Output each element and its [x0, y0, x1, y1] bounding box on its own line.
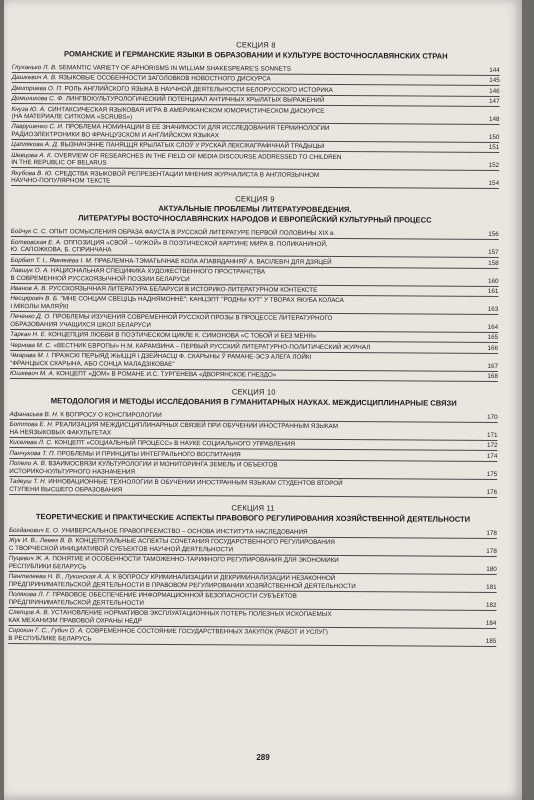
entry-title: "ФРАНЦЫСК СКАРЫНА, АБО СОНЦА МАЛАДЗІКОВАЕ" [9, 359, 175, 368]
section-number: СЕКЦИЯ 9 [235, 194, 275, 204]
entry-page-number: 161 [487, 287, 499, 296]
entry-page-number: 160 [487, 277, 499, 285]
entry-title: С ТВОРЧЕСКОЙ ИНИЦИАТИВОЙ СУБЪЕКТОВ НАУЧНОЙ ДЕЯТЕЛЬНОСТИ [8, 544, 234, 554]
toc-section [11, 39, 500, 189]
entry-line [10, 370, 478, 380]
entry-author: Сорокин Г. С., Губич О. А. [8, 626, 85, 635]
entry-page-number: 151 [488, 144, 500, 152]
entry-title: КАК МЕХАНИЗМ ПРАВОВОЙ ОХРАНЫ НЕДР [8, 616, 142, 625]
entry-author: Попело А. В. [9, 460, 47, 468]
toc-entry [9, 555, 497, 575]
section-title [12, 49, 500, 62]
entry-text [10, 411, 478, 421]
entry-author: Афанасьев В. Н. [9, 411, 59, 419]
entry-author: Бойчук С. С. [10, 228, 48, 236]
entry-line [10, 429, 478, 439]
entry-page-number: 180 [486, 565, 497, 573]
entry-text [11, 257, 479, 267]
toc-entry [9, 478, 497, 498]
entry-page-number: 170 [487, 413, 498, 422]
entry-line [10, 321, 478, 331]
entry-title: СОВРЕМЕННОЕ СОСТОЯНИЕ ГОСУДАРСТВЕННЫХ ЗАКУПОК (РАБОТ И УСЛУГ) [85, 627, 328, 636]
entry-author: Юшкевич М. А. [9, 370, 55, 378]
entry-author: Дмитриева О. П. [11, 84, 63, 93]
entry-line [11, 257, 479, 267]
entry-line [11, 159, 479, 169]
entry-line [9, 439, 477, 449]
entry-text [9, 573, 477, 591]
section-title-line: ТЕОРЕТИЧЕСКИЕ И ПРАКТИЧЕСКИЕ АСПЕКТЫ ПРАВОВОГО РЕГУЛИРОВАНИЯ ХОЗЯЙСТВЕННОЙ ДЕЯТЕЛЬНОСТИ [35, 511, 471, 524]
section-title [11, 203, 499, 226]
entry-text [10, 421, 478, 439]
entry-title: В СОВРЕМЕННОЙ РУССКОЯЗЫЧНОЙ ПОЭЗИИ БЕЛАРУСИ [10, 274, 190, 283]
entry-title: ПРАЖСКІ ПЕРЫЯД ЖЫЦЦЯ І ДЗЕЙНАСЦІ Ф. СКАРЫНЫ Ў РАМАНЕ-ЭСЭ АЛЕГА ЛОЙКІ [51, 352, 312, 361]
entry-text [11, 105, 479, 123]
entry-text [8, 591, 476, 609]
entry-page-number: 164 [487, 323, 499, 331]
entry-title: КОНЦЕПЦИЯ ЛЮБВИ В ПОЭТИЧЕСКОМ ЦИКЛЕ К. СИМОНОВА «С ТОБОЙ И БЕЗ МЕНЯ» [48, 331, 317, 341]
entry-text [10, 370, 478, 380]
entry-author: Иванов А. В. [10, 285, 48, 293]
entry-line [10, 285, 478, 295]
entry-page-number: 166 [487, 344, 499, 352]
entry-title: ПРОБЛЕМЫ ИЗУЧЕНИЯ СОВРЕМЕННОЙ РУССКОЙ ПРОЗЫ В ПРОЦЕССЕ ЛИТЕРАТУРНОГО [52, 313, 333, 323]
entry-author: Таркан Н. Е. [10, 331, 47, 339]
entry-page-number: 154 [488, 180, 500, 188]
entry-text [9, 537, 477, 555]
entry-title: УСТАНОВЛЕНИЕ НОРМАТИВОВ ЭКСПЛУАТАЦИОННЫХ ПОТЕРЬ ПОЛЕЗНЫХ ИСКОПАЕМЫХ [51, 609, 332, 618]
entry-page-number: 182 [485, 601, 497, 609]
entry-line [10, 360, 478, 370]
entry-text [12, 85, 480, 95]
entry-text [9, 439, 477, 449]
entry-title: РАДИОЭЛЕКТРОНИКИ ВО ФРАНЦУЗСКОМ И АНГЛИЙСКОМ ЯЗЫКАХ [11, 131, 219, 140]
entry-title: РУССКОЯЗЫЧНАЯ ЛИТЕРАТУРА БЕЛАРУСИ В ИСТОРИКО-ЛИТЕРАТУРНОМ КОНТЕКСТЕ [48, 285, 318, 294]
entry-title: IN THE REPUBLIC OF BELARUS [11, 159, 107, 167]
entry-title: І МІКОЛЫ МАЛЯЎКІ [10, 303, 69, 311]
entry-text [12, 95, 480, 105]
entry-text [11, 123, 479, 141]
entry-author: Богданович Е. О. [8, 526, 60, 535]
entry-line [11, 177, 479, 187]
entry-text [11, 152, 479, 170]
entry-line [9, 450, 477, 460]
entry-text [10, 331, 478, 341]
entry-page-number: 165 [487, 334, 499, 342]
entry-line [10, 342, 478, 352]
entry-text [9, 450, 477, 460]
entry-page-number: 178 [486, 547, 497, 555]
entry-title: К ВОПРОСУ КРИМИНАЛИЗАЦИИ И ДЕКРИМИНАЛИЗАЦИИ НЕЗАКОННОЙ [112, 573, 336, 583]
toc-entry [10, 421, 498, 441]
entry-title: НАУЧНО-ПОПУЛЯРНОМ ТЕКСТЕ [11, 177, 111, 185]
entry-title: ПРАБЛЕМНА-ТЭМАТЫЧНАЕ КОЛА АПАВЯДАННЯЎ А. ВАСІЛЕВІЧ ДЛЯ ДЗЯЦЕЙ [94, 257, 332, 266]
entry-line [9, 545, 477, 555]
entry-text [11, 170, 479, 188]
entry-title: СТУПЕНИ ВЫСШЕГО ОБРАЗОВАНИЯ [9, 485, 123, 494]
entry-text [9, 460, 477, 478]
entry-author: Пантелеева Н. В., Лукинская А. А. [8, 573, 112, 581]
entry-line [11, 131, 479, 141]
entry-text [9, 478, 477, 496]
entry-author: Тадеуш Т. Н. [9, 478, 47, 486]
entry-line [8, 599, 476, 609]
entry-text [10, 267, 478, 285]
entry-page-number: 148 [488, 116, 500, 124]
entry-author: Несцяровіч В. Б. [10, 295, 59, 303]
toc-entry [10, 295, 498, 315]
entry-page-number: 184 [485, 619, 497, 627]
entry-text [8, 627, 476, 645]
entry-line [10, 331, 478, 341]
entry-author: Шевцова А. К. [11, 151, 53, 160]
entry-line [10, 303, 478, 313]
entry-title: В РЕСПУБЛИКЕ БЕЛАРУСЬ [8, 634, 92, 643]
entry-page-number: 185 [485, 637, 497, 645]
entry-page-number: 146 [489, 87, 500, 95]
entry-author: Ботвовская Е. А. [10, 238, 62, 247]
entry-author: Борбат Т. І., Ямнянёва І. М. [10, 256, 93, 265]
entry-title: ПОНЯТИЕ И ОСОБЕННОСТИ ТАМОЖЕННО-ТАРИФНОГО РЕГУЛИРОВАНИЯ ДЛЯ ЭКОНОМИКИ [52, 555, 339, 565]
entry-title: ИННОВАЦИОННЫЕ ТЕХНОЛОГИИ В ОБУЧЕНИИ ИНОСТРАННЫМ ЯЗЫКАМ СТУДЕНТОВ ВТОРОЙ [48, 478, 343, 488]
toc-entry [11, 239, 499, 259]
entry-author: Пуцевич Ж. А. [8, 555, 51, 563]
entry-title: СИНТАКСИЧЕСКАЯ ЯЗЫКОВАЯ ИГРА В АМЕРИКАНСКОМ ЮМОРИСТИЧЕСКОМ ДИСКУРСЕ [47, 105, 325, 115]
toc-entry [11, 123, 499, 143]
entry-title: (НА МАТЕРИАЛЕ СИТКОМА «SCRUBS») [11, 113, 133, 121]
section-title-line: ЛИТЕРАТУРЫ ВОСТОЧНОСЛАВЯНСКИХ НАРОДОВ И ЕВРОПЕЙСКИЙ КУЛЬТУРНЫЙ ПРОЦЕСС [78, 213, 432, 225]
section-title-line: АКТУАЛЬНЫЕ ПРОБЛЕМЫ ЛИТЕРАТУРОВЕДЕНИЯ. [158, 204, 352, 215]
entry-page-number: 172 [486, 442, 498, 450]
section-title [9, 512, 497, 525]
entry-title: НА НЕЯЗЫКОВЫХ ФАКУЛЬТЕТАХ [9, 429, 112, 437]
entry-title: SEMANTIC VARIETY OF APHORISMS IN WILLIAM SHAKESPEARE'S SONNETS [58, 64, 291, 73]
toc-entry [10, 313, 498, 333]
entry-line [8, 617, 476, 627]
entry-title: ПРОБЛЕМЫ И ПРИНЦИПЫ ИНТЕГРАЛЬНОГО ВОСПИТАНИЯ [57, 450, 241, 459]
entry-author: Чмарава М. І. [10, 352, 50, 360]
entry-text [11, 228, 479, 238]
entry-line [12, 95, 480, 105]
entry-author: Якубова В. Ю. [11, 169, 54, 178]
entry-text [10, 295, 478, 313]
entry-text [12, 64, 480, 74]
toc-section [10, 193, 499, 382]
toc-entry [8, 627, 496, 647]
entry-line [11, 141, 479, 151]
entry-text [10, 352, 478, 370]
toc-entry [8, 609, 496, 629]
entry-line [9, 563, 477, 573]
entry-text [10, 285, 478, 295]
entry-title: ВЫЗНАЧЭННЕ ПАНЯЦЦЯ КРЫЛАТЫХ СЛОЎ У РУСКАЙ ЛЕКСІКАГРАФІЧНАЙ ТРАДЫЦЫІ [60, 141, 325, 151]
entry-title: ИСТОРИКО-КУЛЬТУРНОГО НАЗНАЧЕНИЯ [9, 467, 136, 476]
entry-text [8, 609, 476, 627]
entry-author: Полякова Л. Г. [8, 590, 51, 599]
entry-line [10, 275, 478, 285]
document-page [4, 0, 522, 800]
entry-text [10, 313, 478, 331]
entry-title: СРЕДСТВА ЯЗЫКОВОЙ РЕПРЕЗЕНТАЦИИ МНЕНИЯ ЖУРНАЛИСТА В АНГЛОЯЗЫЧНОМ [54, 170, 320, 179]
entry-title: «ВЕСТНИК ЕВРОПЫ» Н.М. КАРАМЗИНА – ПЕРВЫЙ РУССКИЙ ЛИТЕРАТУРНО-ПОЛИТИЧЕСКИЙ ЖУРНАЛ [53, 341, 371, 351]
toc-entry [10, 352, 498, 372]
entry-page-number: 175 [486, 470, 498, 478]
entry-title: КОНЦЕПТ «ДОМ» В РОМАНЕ И.С. ТУРГЕНЕВА «ДВОРЯНСКОЕ ГНЕЗДО» [56, 370, 277, 379]
entry-author: Панчукова Т. П. [9, 449, 56, 458]
entry-title: КОНЦЕПТУАЛЬНЫЕ АСПЕКТЫ СОЧЕТАНИЯ ГОСУДАРСТВЕННОГО РЕГУЛИРОВАНИЯ [75, 537, 335, 547]
entry-line [11, 246, 479, 256]
entry-author: Дашкевич А. В. [11, 74, 57, 82]
entry-page-number: 168 [487, 372, 498, 381]
entry-title: ПРЕДПРИНИМАТЕЛЬСКОЙ ДЕЯТЕЛЬНОСТИ В ПРАВОВОМ РЕГУЛИРОВАНИИ ХОЗЯЙСТВЕННОЙ ДЕЯТЕЛЬНОСТИ [8, 580, 356, 590]
entry-title: Ю. САПОЖКОВА, Б. СПРИНЧАНА [10, 246, 112, 254]
entry-author: Кнуза Ю. А. [11, 105, 46, 113]
section-title [10, 396, 498, 409]
entry-page-number: 163 [487, 305, 499, 313]
entry-title: РЕАЛИЗАЦИЯ МЕЖДИСЦИПЛИНАРНЫХ СВЯЗЕЙ ПРИ ОБУЧЕНИИ ИНОСТРАННЫМ ЯЗЫКАМ [55, 421, 338, 431]
entry-title: ПРОБЛЕМА НОМИНАЦИИ В ЕЕ ЗНАЧИМОСТИ ДЛЯ ИССЛЕДОВАНИЯ ТЕРМИНОЛОГИИ [65, 123, 330, 133]
entry-author: Доминикова С. Ф. [11, 95, 65, 103]
entry-page-number: 147 [489, 98, 500, 106]
entry-page-number: 156 [488, 231, 499, 239]
entry-page-number: 157 [488, 249, 499, 257]
entry-line [8, 635, 476, 645]
section-title-line: МЕТОДОЛОГИЯ И МЕТОДЫ ИССЛЕДОВАНИЯ В ГУМАНИТАРНЫХ НАУКАХ. МЕЖДИСЦИПЛИНАРНЫЕ СВЯЗИ [50, 396, 457, 408]
entry-title: "МНЕ СОНЦАМ СВЕЦІЦЬ НАДНЯМОННЕ": КАНЦЭПТ "РОДНЫ КУТ" У ТВОРАХ ЯКУБА КОЛАСА [60, 295, 344, 305]
entry-title: ОППОЗИЦИЯ «СВОЙ – ЧУЖОЙ» В ПОЭТИЧЕСКОЙ КАРТИНЕ МИРА В. ПОЛИКАНИНОЙ, [63, 239, 328, 248]
table-of-contents [8, 32, 500, 648]
entry-line [9, 486, 477, 496]
toc-entry [11, 152, 499, 172]
toc-entry [10, 370, 498, 382]
entry-page-number: 178 [486, 529, 497, 537]
entry-page-number: 152 [488, 162, 500, 170]
entry-author: Глуханько Л. В. [11, 63, 57, 72]
toc-section [9, 386, 498, 498]
section-number: СЕКЦИЯ 10 [231, 387, 276, 397]
entry-text [11, 239, 479, 257]
entry-title: ПРЕДПРИНИМАТЕЛЬСКОЙ ДЕЯТЕЛЬНОСТИ [8, 598, 144, 607]
entry-title: УНИВЕРСАЛЬНОЕ ПРАВОПРЕЕМСТВО – ОСНОВА ИНСТИТУТА НАСЛЕДОВАНИЯ [61, 527, 308, 536]
entry-page-number: 144 [489, 66, 500, 74]
entry-page-number: 150 [488, 133, 500, 142]
entry-title: ОБРАЗОВАНИЯ УЧАЩИХСЯ ШКОЛ БЕЛАРУСИ [10, 320, 151, 329]
entry-page-number: 171 [487, 431, 498, 440]
entry-author: Киселева Л. С. [9, 439, 53, 447]
entry-author: Лавшук О. А. [10, 267, 50, 275]
toc-entry [9, 573, 497, 593]
toc-entry [11, 170, 499, 190]
entry-title: ВЗАИМОСВЯЗИ КУЛЬТУРОЛОГИИ И МОНИТОРИНГА ЗЕМЕЛЬ И ОБЪЕКТОВ [48, 460, 278, 469]
entry-author: Лаврушенко С. И. [11, 123, 64, 131]
entry-title: КОНЦЕПТ «СОЦИАЛЬНЫЙ ПРОЦЕСС» В НАУКЕ СОЦИАЛЬНОГО УПРАВЛЕНИЯ [54, 439, 296, 449]
toc-entry [10, 267, 498, 287]
toc-entry [8, 591, 496, 611]
entry-author: Цаплякова А. Д. [11, 141, 59, 149]
toc-entry [9, 460, 497, 480]
entry-author: Чернова М. С. [10, 341, 52, 349]
entry-line [12, 74, 480, 84]
toc-section [8, 502, 497, 647]
entry-page-number: 167 [487, 362, 498, 370]
entry-author: Печенко Д. О. [10, 313, 52, 321]
entry-title: К ВОПРОСУ О КОНСПИРОЛОГИИ [60, 411, 162, 419]
entry-page-number: 174 [486, 452, 498, 460]
entry-text [9, 527, 477, 537]
toc-entry [11, 105, 499, 125]
toc-entry [9, 537, 497, 557]
section-number: СЕКЦИЯ 11 [231, 503, 275, 513]
entry-text [9, 555, 477, 573]
entry-title: НАЦИОНАЛЬНАЯ СПЕЦИФИКА ХУДОЖЕСТВЕННОГО ПРОСТРАНСТВА [50, 267, 266, 276]
entry-page-number: 158 [488, 259, 499, 267]
entry-title: OVERVIEW OF RESEARCHES IN THE FIELD OF MEDIA DISCOURSE ADDRESSED TO CHILDREN [54, 152, 342, 161]
entry-text [12, 74, 480, 84]
entry-title: РЕСПУБЛИКИ БЕЛАРУСЬ [8, 562, 87, 571]
page-number: 289 [256, 753, 270, 762]
entry-line [10, 411, 478, 421]
entry-author: Слепцов А. В. [8, 608, 50, 617]
entry-title: РОЛЬ АНГЛИЙСКОГО ЯЗЫКА В НАУЧНОЙ ДЕЯТЕЛЬНОСТИ БЕЛОРУССКОГО ИСТОРИКА [64, 85, 333, 94]
entry-title: ОПЫТ ОСМЫСЛЕНИЯ ОБРАЗА ФАУСТА В РУССКОЙ ЛИТЕРАТУРЕ ПЕРВОЙ ПОЛОВИНЫ XIX в. [49, 228, 336, 238]
entry-author: Жук И. В., Лемех В. В. [8, 537, 74, 545]
entry-line [9, 527, 477, 537]
section-title-line: РОМАНСКИЕ И ГЕРМАНСКИЕ ЯЗЫКИ В ОБРАЗОВАНИИ И КУЛЬТУРЕ ВОСТОЧНОСЛАВЯНСКИХ СТРАН [64, 49, 448, 61]
entry-title: ЯЗЫКОВЫЕ ОСОБЕННОСТИ ЗАГОЛОВКОВ НОВОСТНОГО ДИСКУРСА [58, 74, 271, 83]
entry-title: ЛИНГВОКУЛЬТУРОЛОГИЧЕСКИЙ ПОТЕНЦИАЛ АНТИЧНЫХ КРЫЛАТЫХ ВЫРАЖЕНИЙ [65, 95, 325, 105]
entry-text [10, 342, 478, 352]
entry-line [11, 228, 479, 238]
entry-text [11, 141, 479, 151]
entry-page-number: 176 [486, 488, 498, 496]
entry-page-number: 181 [486, 583, 497, 591]
entry-line [9, 468, 477, 478]
entry-title: ПРАВОВОЕ ОБЕСПЕЧЕНИЕ ИНФОРМАЦИОННОЙ БЕЗОПАСНОСТИ СУБЪЕКТОВ [52, 591, 297, 600]
entry-line [12, 64, 480, 74]
entry-author: Боттова Е. Н. [9, 421, 54, 429]
entry-line [9, 581, 477, 591]
entry-line [12, 85, 480, 95]
section-number: СЕКЦИЯ 8 [236, 40, 276, 50]
entry-page-number: 145 [489, 77, 500, 85]
entry-line [11, 113, 479, 123]
